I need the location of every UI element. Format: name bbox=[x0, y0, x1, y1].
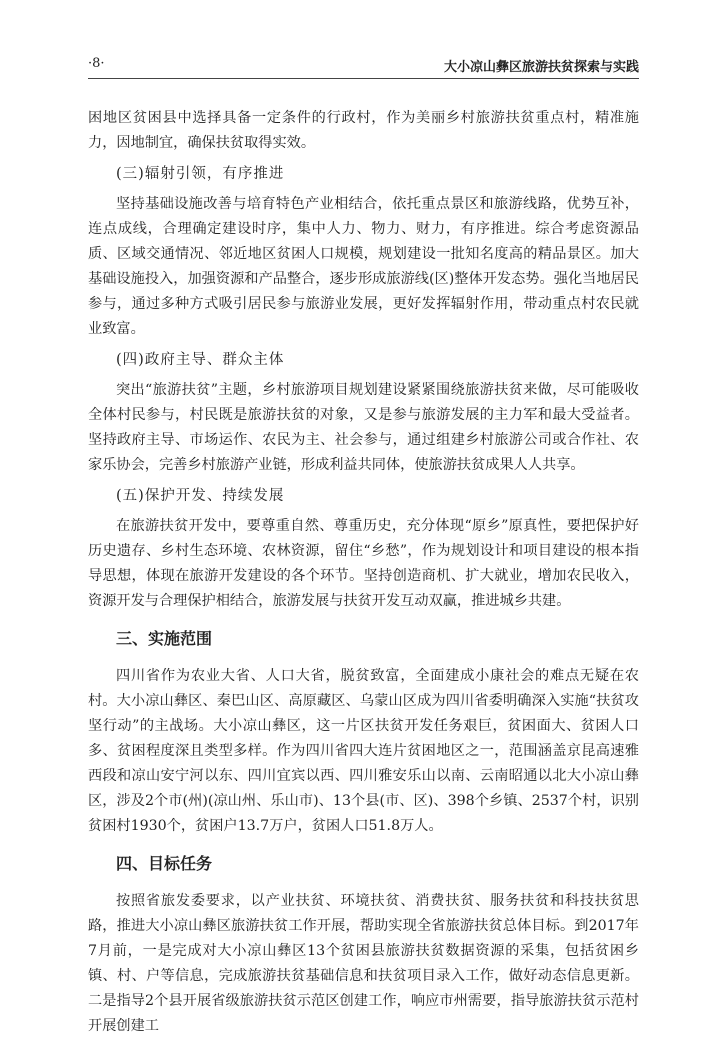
section-heading: 四、目标任务 bbox=[116, 854, 213, 873]
paragraph: 按照省旅发委要求，以产业扶贫、环境扶贫、消费扶贫、服务扶贫和科技扶贫思路，推进大小凉山彝区旅游扶贫工作开展，帮助实现全省旅游扶贫总体目标。到2017年7月前，一是完成对大小凉山彝区13个贫困县旅游扶贫数据资源的采集，包括贫困乡镇、村、户等信息，完成旅游扶贫基础信息和扶贫项目录入工作，做好动态信息更新。二是指导2个县开展省级旅游扶贫示范区创建工作，响应市州需要，指导旅游扶贫示范村开展创建工 bbox=[88, 893, 639, 1034]
paragraph: 困地区贫困县中选择具备一定条件的行政村，作为美丽乡村旅游扶贫重点村，精准施力，因地制宜，确保扶贫取得实效。 bbox=[88, 110, 639, 151]
paragraph: 四川省作为农业大省、人口大省，脱贫致富，全面建成小康社会的难点无疑在农村。大小凉山彝区、秦巴山区、高原藏区、乌蒙山区成为四川省委明确深入实施“扶贫攻坚行动”的主战场。大小凉山彝区，这一片区扶贫开发任务艰巨，贫困面大、贫困人口多、贫困程度深且类型多样。作为四川省四大连片贫困地区之一，范围涵盖京昆高速雅西段和凉山安宁河以东、四川宜宾以西、四川雅安乐山以南、云南昭通以北大小凉山彝区，涉及2个市(州)(凉山州、乐山市)、13个县(市、区)、398个乡镇、2537个村，识别贫困村1930个，贫困户13.7万户，贫困人口51.8万人。 bbox=[88, 668, 639, 834]
page-header bbox=[88, 56, 639, 79]
page-body bbox=[88, 106, 639, 1039]
subsection-heading: (五)保护开发、持续发展 bbox=[116, 488, 285, 504]
subsection-heading: (三)辐射引领，有序推进 bbox=[116, 166, 285, 182]
page-number: ·8· bbox=[88, 56, 105, 71]
paragraph: 突出“旅游扶贫”主题，乡村旅游项目规划建设紧紧围绕旅游扶贫来做，尽可能吸收全体村民参与，村民既是旅游扶贫的对象，又是参与旅游发展的主力军和最大受益者。坚持政府主导、市场运作、农民为主、社会参与，通过组建乡村旅游公司或合作社、农家乐协会，完善乡村旅游产业链，形成利益共同体，使旅游扶贫成果人人共享。 bbox=[88, 382, 639, 473]
paragraph: 坚持基础设施改善与培育特色产业相结合，依托重点景区和旅游线路，优势互补，连点成线，合理确定建设时序，集中人力、物力、财力，有序推进。综合考虑资源品质、区域交通情况、邻近地区贫困人口规模，规划建设一批知名度高的精品景区。加大基础设施投入，加强资源和产品整合，逐步形成旅游线(区)整体开发态势。强化当地居民参与，通过多种方式吸引居民参与旅游业发展，更好发挥辐射作用，带动重点村农民就业致富。 bbox=[88, 196, 639, 337]
paragraph: 在旅游扶贫开发中，要尊重自然、尊重历史，充分体现“原乡”原真性，要把保护好历史遗存、乡村生态环境、农林资源，留住“乡愁”，作为规划设计和项目建设的根本指导思想，体现在旅游开发建设的各个环节。坚持创造商机、扩大就业，增加农民收入，资源开发与合理保护相结合，旅游发展与扶贫开发互动双赢，推进城乡共建。 bbox=[88, 518, 639, 609]
section-heading: 三、实施范围 bbox=[116, 629, 213, 648]
running-title: 大小凉山彝区旅游扶贫探索与实践 bbox=[443, 60, 639, 75]
subsection-heading: (四)政府主导、群众主体 bbox=[116, 352, 285, 368]
